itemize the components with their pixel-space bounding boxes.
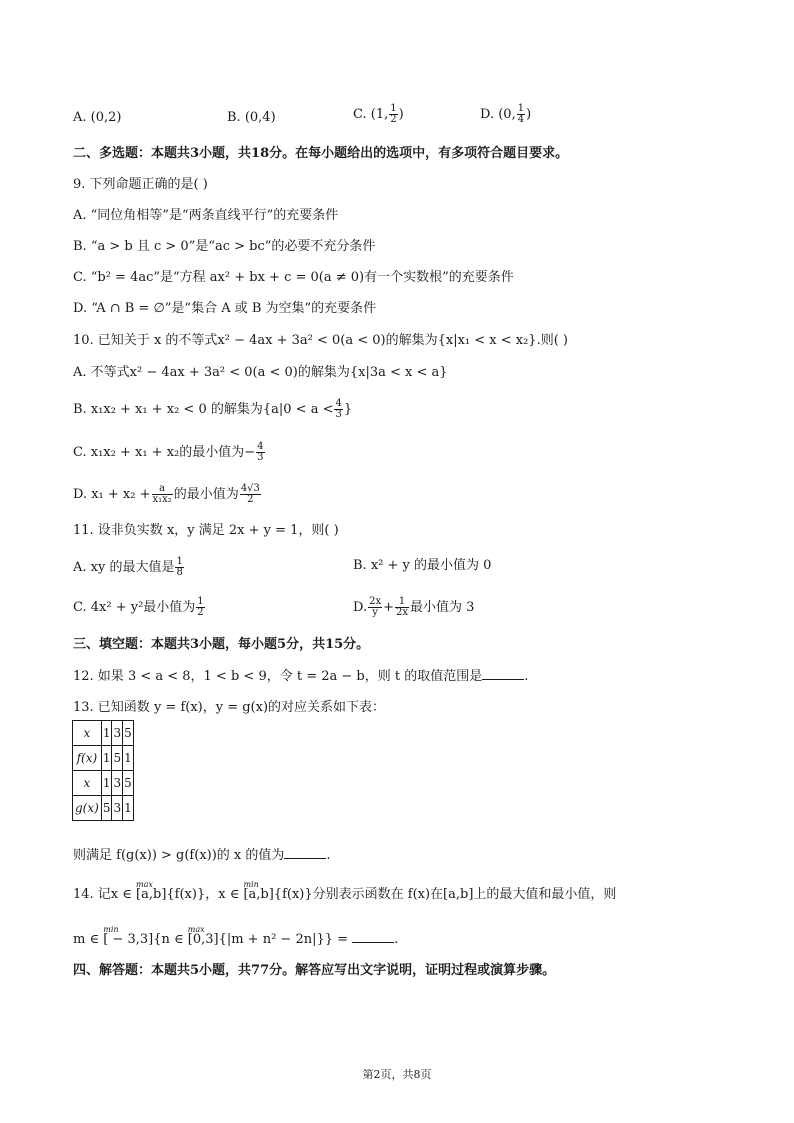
- q11-option-c: C. 4x² + y²最小值为 $\frac{1}{2}$: [73, 596, 204, 618]
- fraction: $\frac{1}{4}$: [517, 103, 525, 125]
- table-row: [73, 721, 134, 746]
- q8-option-d: D. (0, $\frac{1}{4}$ ): [480, 103, 532, 125]
- table-row: [73, 771, 134, 796]
- q12-text: 12. 如果 3 < a < 8，1 < b < 9，令 t = 2a − b，则 t 的取值范围是 .: [73, 669, 529, 684]
- q10-option-b: B. x₁x₂ + x₁ + x₂ < 0 的解集为{a|0 < a < $\frac{4}{3}$ }: [73, 398, 353, 420]
- fraction: $\frac{a}{\text{x₁x₂}}$: [152, 483, 172, 505]
- table-cell: 5: [123, 721, 134, 746]
- min-operator: min [ − 3,3]{n ∈: [103, 925, 184, 947]
- table-cell: 3: [112, 771, 123, 796]
- table-cell: 1: [101, 721, 112, 746]
- table-cell: 5: [112, 746, 123, 771]
- q9-stem: 9. 下列命题正确的是( ): [73, 177, 208, 192]
- fraction: $\frac{1}{8}$: [176, 556, 183, 578]
- table-cell: 1: [101, 771, 112, 796]
- max-operator: max [a,b]{f(x)}，x ∈: [136, 880, 240, 902]
- fraction: $\frac{1}{2x}$: [396, 596, 409, 618]
- fraction: $\frac{2x}{y}$: [369, 596, 382, 618]
- table-cell: x: [73, 771, 102, 796]
- fraction: $\frac{4√3}{2}$: [240, 483, 260, 505]
- q13-question: 则满足 f(g(x)) > g(f(x))的 x 的值为 .: [73, 848, 331, 863]
- table-cell: 5: [101, 796, 112, 821]
- table-cell: g(x): [73, 796, 102, 821]
- page-footer: 第2页，共8页: [362, 1068, 432, 1081]
- answer-blank: [284, 846, 326, 859]
- q14-line-1: 14. 记x ∈ max [a,b]{f(x)}，x ∈ min [a,b]{f(x)}分别表示函数在 f(x)在[a,b]上的最大值和最小值，则: [73, 880, 617, 902]
- q11-option-d: D. $\frac{2x}{y}$ + $\frac{1}{2x}$ 最小值为 3: [353, 596, 475, 618]
- table-cell: 3: [112, 721, 123, 746]
- answer-blank: [352, 930, 394, 943]
- table-row: [73, 796, 134, 821]
- q13-stem: 13. 已知函数 y = f(x)，y = g(x)的对应关系如下表：: [73, 700, 386, 715]
- q10-stem: 10. 已知关于 x 的不等式x² − 4ax + 3a² < 0(a < 0)的解集为{x|x₁ < x < x₂}.则( ): [73, 333, 568, 348]
- q10-option-c: C. x₁x₂ + x₁ + x₂的最小值为− $\frac{4}{3}$: [73, 441, 264, 463]
- section-heading-fill-in: 三、填空题：本题共3小题，每小题5分，共15分。: [73, 637, 370, 652]
- fraction: $\frac{4}{3}$: [335, 398, 342, 420]
- function-value-table: [72, 720, 134, 821]
- q10-option-d: D. x₁ + x₂ + $\frac{a}{\text{x₁x₂}}$ 的最小值为 $\frac{4√3}{2}$: [73, 483, 260, 505]
- q8-option-a: A. (0,2): [73, 110, 122, 125]
- section-heading-multiple-choice: 二、多选题：本题共3小题，共18分。在每小题给出的选项中，有多项符合题目要求。: [73, 146, 569, 161]
- q9-option-b: B. “a > b 且 c > 0”是“ac > bc”的必要不充分条件: [73, 239, 376, 254]
- q14-line-2: m ∈ min [ − 3,3]{n ∈ max [0,3]{|m + n² − 2n|}} = .: [73, 925, 399, 947]
- table-cell: f(x): [73, 746, 102, 771]
- q11-option-a: A. xy 的最大值是 $\frac{1}{8}$: [73, 556, 183, 578]
- q9-option-d: D. “A ∩ B = ∅”是“集合 A 或 B 为空集”的充要条件: [73, 301, 377, 316]
- table-cell: 5: [123, 771, 134, 796]
- table-cell: 1: [101, 746, 112, 771]
- q9-option-a: A. “同位角相等”是“两条直线平行”的充要条件: [73, 208, 339, 223]
- table-cell: x: [73, 721, 102, 746]
- fraction: $\frac{4}{3}$: [257, 441, 264, 463]
- q8-option-b: B. (0,4): [227, 110, 276, 125]
- section-heading-solutions: 四、解答题：本题共5小题，共77分。解答应写出文字说明，证明过程或演算步骤。: [73, 963, 556, 978]
- table-cell: 1: [123, 796, 134, 821]
- table-cell: 3: [112, 796, 123, 821]
- fraction: $\frac{1}{2}$: [390, 103, 397, 125]
- answer-blank: [482, 667, 524, 680]
- fraction: $\frac{1}{2}$: [197, 596, 204, 618]
- q10-option-a: A. 不等式x² − 4ax + 3a² < 0(a < 0)的解集为{x|3a < x < a}: [73, 365, 448, 380]
- table-cell: 1: [123, 746, 134, 771]
- min-operator: min [a,b]{f(x)}分别表示函数在 f(x)在[a,b]上的最大值和最小值，则: [243, 880, 617, 902]
- max-operator: max [0,3]{|m + n² − 2n|}} =: [187, 925, 349, 947]
- q11-stem: 11. 设非负实数 x，y 满足 2x + y = 1，则( ): [73, 523, 339, 538]
- q9-option-c: C. “b² = 4ac”是“方程 ax² + bx + c = 0(a ≠ 0)有一个实数根”的充要条件: [73, 270, 514, 285]
- q11-option-b: B. x² + y 的最小值为 0: [353, 558, 492, 573]
- table-row: [73, 746, 134, 771]
- q8-option-c: C. (1, $\frac{1}{2}$ ): [353, 103, 404, 125]
